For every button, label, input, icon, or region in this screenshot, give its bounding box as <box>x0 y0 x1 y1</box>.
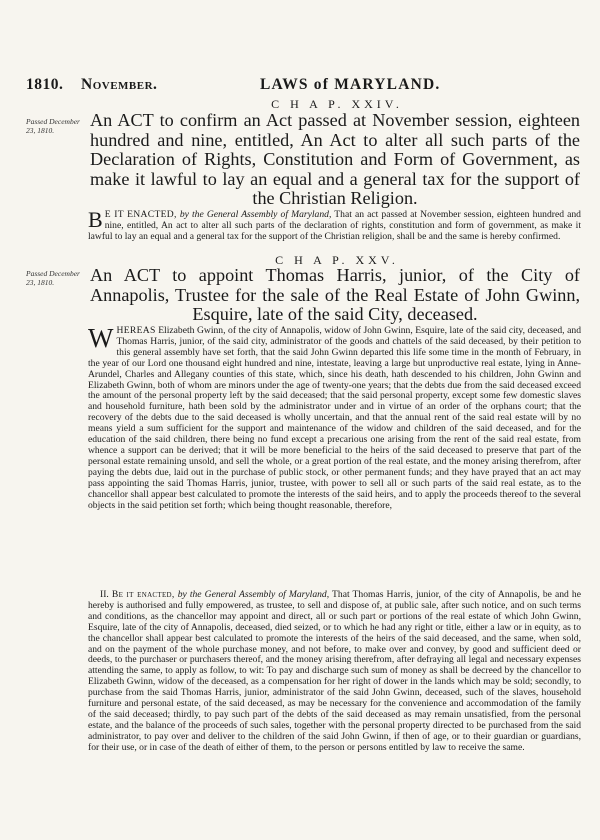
chapter-25-whereas: HEREAS <box>116 325 156 336</box>
chapter-24-body: That an act passed at November session, eighteen hundred and nine, entitled, An act to alter all such parts of the declaration of rights, constitution and form of government, as make it lawful to lay an equal and a general tax for the support of the Christian religion, shall be and the same is hereby confirmed. <box>88 209 581 242</box>
chapter-24-enactment <box>88 207 581 243</box>
chapter-24-marginal-note: Passed December 23, 1810. <box>26 117 80 135</box>
chapter-25-preamble <box>88 323 581 511</box>
section-2-enacting-authority: by the General Assembly of Maryland, <box>177 589 330 600</box>
chapter-24-enacting-authority: by the General Assembly of Maryland, <box>179 209 332 220</box>
page-title: LAWS of MARYLAND. <box>260 76 441 93</box>
chapter-25-title: An ACT to appoint Thomas Harris, junior, of the City of Annapolis, Trustee for the sale of the Real Estate of John Gwinn, Esquire, late of the said City, deceased. <box>90 265 580 324</box>
section-2-enacting-words: Be it enacted, <box>111 589 175 600</box>
chapter-25-label: C H A P. XXV. <box>275 253 399 267</box>
chapter-25-marginal-note: Passed December 23, 1810. <box>26 269 80 287</box>
chapter-25-section-2 <box>88 590 581 754</box>
chapter-24-label: C H A P. XXIV. <box>271 97 403 111</box>
page-year: 1810. <box>26 76 64 93</box>
page-month: November. <box>81 76 158 93</box>
chapter-24-drop-cap: B <box>88 207 103 232</box>
chapter-25-drop-cap: W <box>88 323 114 353</box>
chapter-24-title: An ACT to confirm an Act passed at November session, eighteen hundred and nine, entitled, An Act to alter all such parts of the Declaration of Rights, Constitution and Form of Government, as make it lawful to lay an equal and a general tax for the support of the Christian Religion. <box>90 110 580 208</box>
section-2-number: II. <box>100 589 109 600</box>
chapter-25-preamble-body: Elizabeth Gwinn, of the city of Annapolis, widow of John Gwinn, Esquire, late of the said city, deceased, and Thomas Harris, junior, of the said city, administrator of the goods and chattels of the said deceased, by their petition to this general assembly have set forth, that the said John Gwinn departed this life some time in the month of February, in the year of our Lord one thousand eight hundred and nine, intestate, leaving a large but unproductive real estate, lying in Anne-Arundel, Charles and Allegany counties of this state, which, since his death, hath descended to his children, John Gwinn and Elizabeth Gwinn, both of whom are minors under the age of twenty-one years; that the debts due from the said deceased exceed the amount of the personal property left by the said deceased; that the said personal property, except some few domestic slaves and household furniture, hath been sold by the administrator under and in virtue of an order of the orphans court; that the recovery of the debts due to the said deceased is wholly uncertain, and that the annual rent of the said real estate will by no means yield a sum sufficient for the support and maintenance of the widow and children of the said deceased, and for the education of the said children, there being no fund except a precarious one arising from the rent of the said real estate, from whence a support can be derived; that it will be more beneficial to the heirs of the said deceased to preserve that part of the personal estate remaining unsold, and sell the whole, or a great portion of the real estate, and the money arising therefrom, after paying the debts due, laid out in the purchase of public stock, or other permanent funds; and they have prayed that an act may pass appointing the said Thomas Harris, junior, trustee, with power to sell all or such parts of the said real estate, as to the chancellor shall appear best calculated to promote the interests of the said heirs, and to apply the proceeds thereof to the several objects in the said petition set forth; which being thought reasonable, therefore, <box>88 325 581 511</box>
chapter-24-enacting-words: E IT ENACTED, <box>104 209 177 220</box>
running-head <box>26 76 581 96</box>
section-2-body: That Thomas Harris, junior, of the city of Annapolis, be and he hereby is authorised and fully empowered, as trustee, to sell and dispose of, at public sale, after such notice, and on such terms and conditions, as the chancellor may appoint and direct, all or such part or portions of the real estate of which John Gwinn, Esquire, late of the city of Annapolis, deceased, died seized, or to which he had any right or title, either a law or in equity, as to the chancellor shall appear best calculated to promote the interests of the heirs of the said deceased, and the same, when sold, and on the payment of the whole purchase money, and not before, to make over and convey, by good and sufficient deed or deeds, to the purchaser or purchasers thereof, and the money arising therefrom, after defraying all legal and necessary expenses attending the same, to apply as follow, to wit: To pay and discharge such sum of money as shall be decreed by the chancellor to Elizabeth Gwinn, widow of the deceased, as a compensation for her right of dower in the lands which may be sold; secondly, to purchase from the said Thomas Harris, junior, administrator of the said John Gwinn, deceased, such of the slaves, household furniture and personal estate, of the said deceased, as may be necessary for the convenience and accommodation of the family of the said deceased; thirdly, to pay such part of the debts of the said deceased as may remain unsatisfied, from the personal estate, and the balance of the proceeds of such sales, together with the personal property directed to be purchased from the said administrator, to pay over and deliver to the children of the said John Gwinn, if then of age, or to their guardian or guardians, for their use, or in case of the death of either of them, to the person or persons entitled by law to receive the same. <box>88 589 581 753</box>
